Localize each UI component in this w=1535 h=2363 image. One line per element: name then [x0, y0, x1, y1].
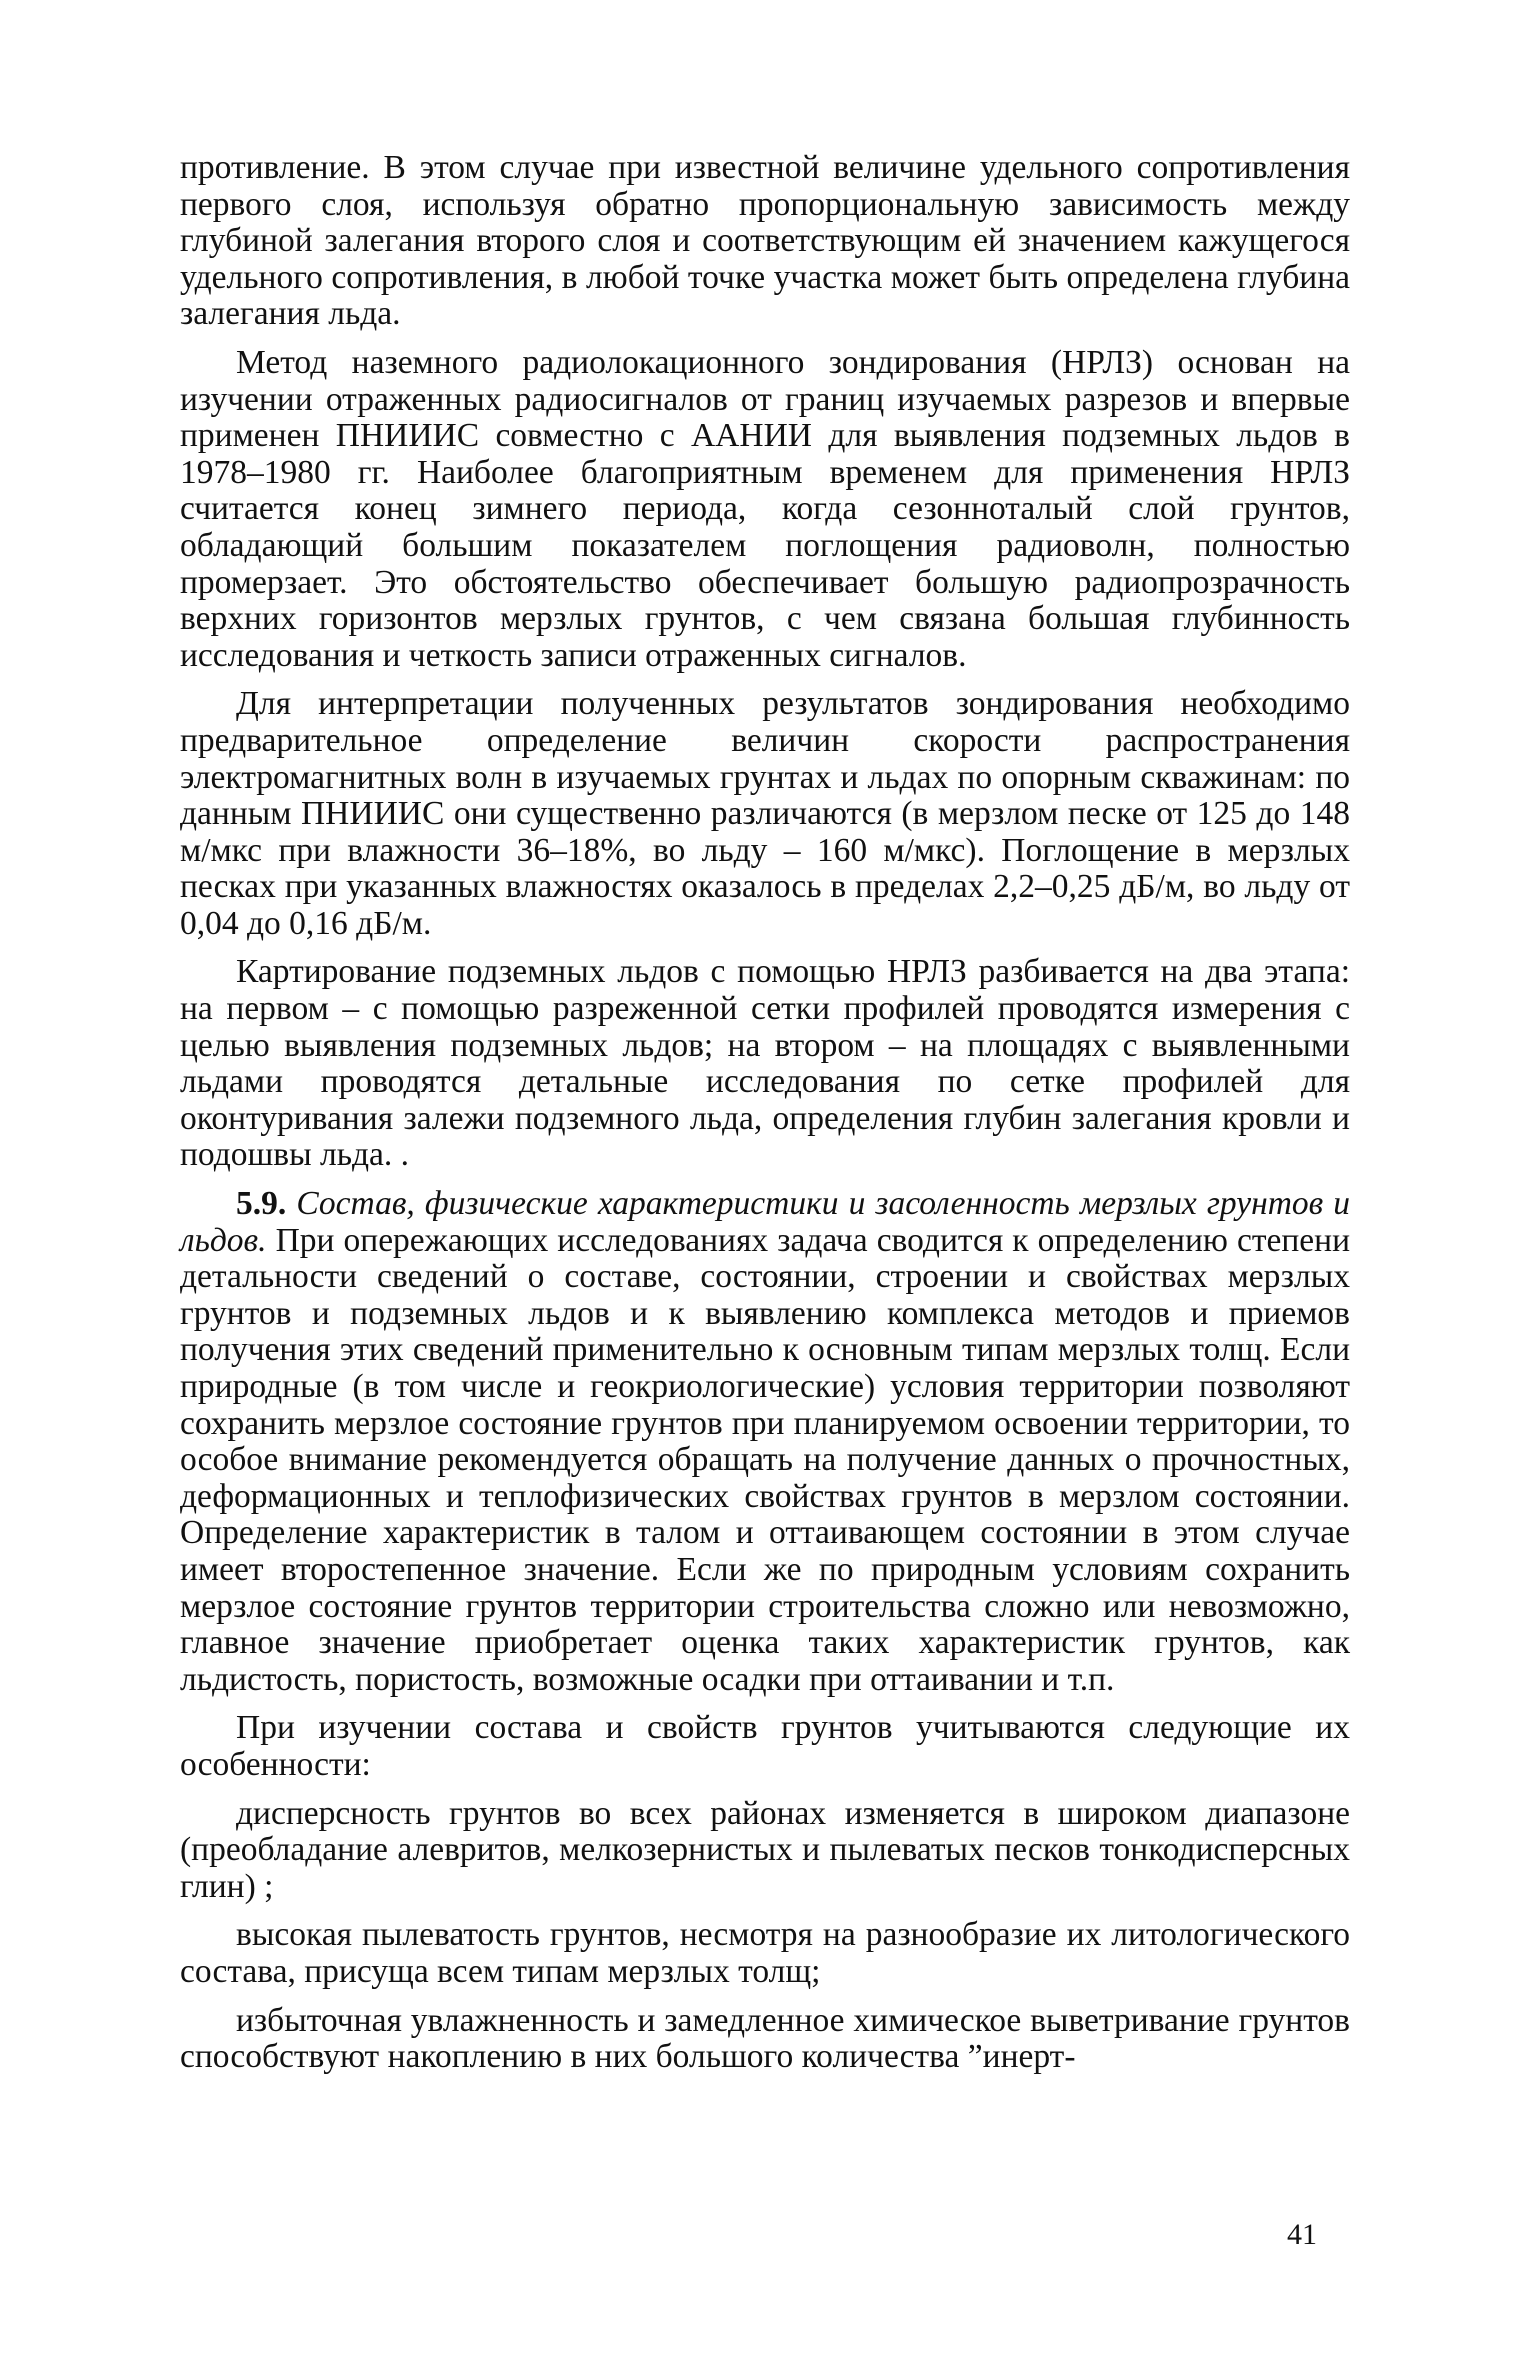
list-item: высокая пылеватость грунтов, несмотря на разнообразие их литологического состава, присуща всем типам мерзлых толщ; [180, 1916, 1350, 1990]
section-5-9 [180, 1186, 1350, 1698]
section-number: 5.9. [236, 1185, 287, 1223]
section-body: При опережающих исследованиях задача сводится к определению степени детальности сведений о составе, состоянии, строении и свойствах мерзлых грунтов и подземных льдов и к выявлению комплекса методов и приемов получения этих сведений применительно к основным типам мерзлых толщ. Если природные (в том числе и геокриологические) условия территории позволяют сохранить мерзлое состояние грунтов при планируемом освоении территории, то особое внимание рекомендуется обращать на получение данных о прочностных, деформационных и теплофизических свойствах грунтов в мерзлом состоянии. Определение характеристик в талом и оттаивающем состоянии в этом случае имеет второстепенное значение. Если же по природным условиям сохранить мерзлое состояние грунтов территории строительства сложно или невозможно, главное значение приобретает оценка таких характеристик грунтов, как льдистость, пористость, возможные осадки при оттаивании и т.п. [180, 1221, 1351, 1698]
paragraph-4: Картирование подземных льдов с помощью НРЛЗ разбивается на два этапа: на первом – с помощью разреженной сетки профилей проводятся измерения с целью выявления подземных льдов; на втором – на площадях с выявленными льдами проводятся детальные исследования по сетке профилей для оконтуривания залежи подземного льда, определения глубин залегания кровли и подошвы льда. . [180, 953, 1350, 1174]
paragraph-1: противление. В этом случае при известной величине удельного сопротивления первого слоя, используя обратно пропорциональную зависимость между глубиной залегания второго слоя и соответствующим ей значением кажущегося удельного сопротивления, в любой точке участка может быть определена глубина залегания льда. [180, 149, 1350, 333]
paragraph-3: Для интерпретации полученных результатов зондирования необходимо предварительное определение величин скорости распространения электромагнитных волн в изучаемых грунтах и льдах по опорным скважинам: по данным ПНИИИС они существенно различаются (в мерзлом песке от 125 до 148 м/мкс при влажности 36–18%, во льду – 160 м/мкс). Поглощение в мерзлых песках при указанных влажностях оказалось в пределах 2,2–0,25 дБ/м, во льду от 0,04 до 0,16 дБ/м. [180, 685, 1350, 942]
section-title: Состав, физические характеристики и засоленность мерзлых грунтов и льдов. [180, 1185, 1350, 1259]
list-item: дисперсность грунтов во всех районах изменяется в широком диапазоне (преобладание алевритов, мелкозернистых и пылеватых песков тонкодисперсных глин) ; [180, 1794, 1350, 1905]
paragraph-6: При изучении состава и свойств грунтов учитываются следующие их особенности: [180, 1709, 1350, 1783]
page-number: 41 [1287, 2218, 1317, 2251]
paragraph-2: Метод наземного радиолокационного зондирования (НРЛЗ) основан на изучении отраженных радиосигналов от границ изучаемых разрезов и впервые применен ПНИИИС совместно с ААНИИ для выявления подземных льдов в 1978–1980 гг. Наиболее благоприятным временем для применения НРЛЗ считается конец зимнего периода, когда сезонноталый слой грунтов, обладающий большим показателем поглощения радиоволн, полностью промерзает. Это обстоятельство обеспечивает большую радиопрозрачность верхних горизонтов мерзлых грунтов, с чем связана большая глубинность исследования и четкость записи отраженных сигналов. [180, 343, 1350, 674]
list-item: избыточная увлажненность и замедленное химическое выветривание грунтов способствуют накоплению в них большого количества ”инерт- [180, 2001, 1350, 2076]
document-page [180, 150, 1350, 2088]
